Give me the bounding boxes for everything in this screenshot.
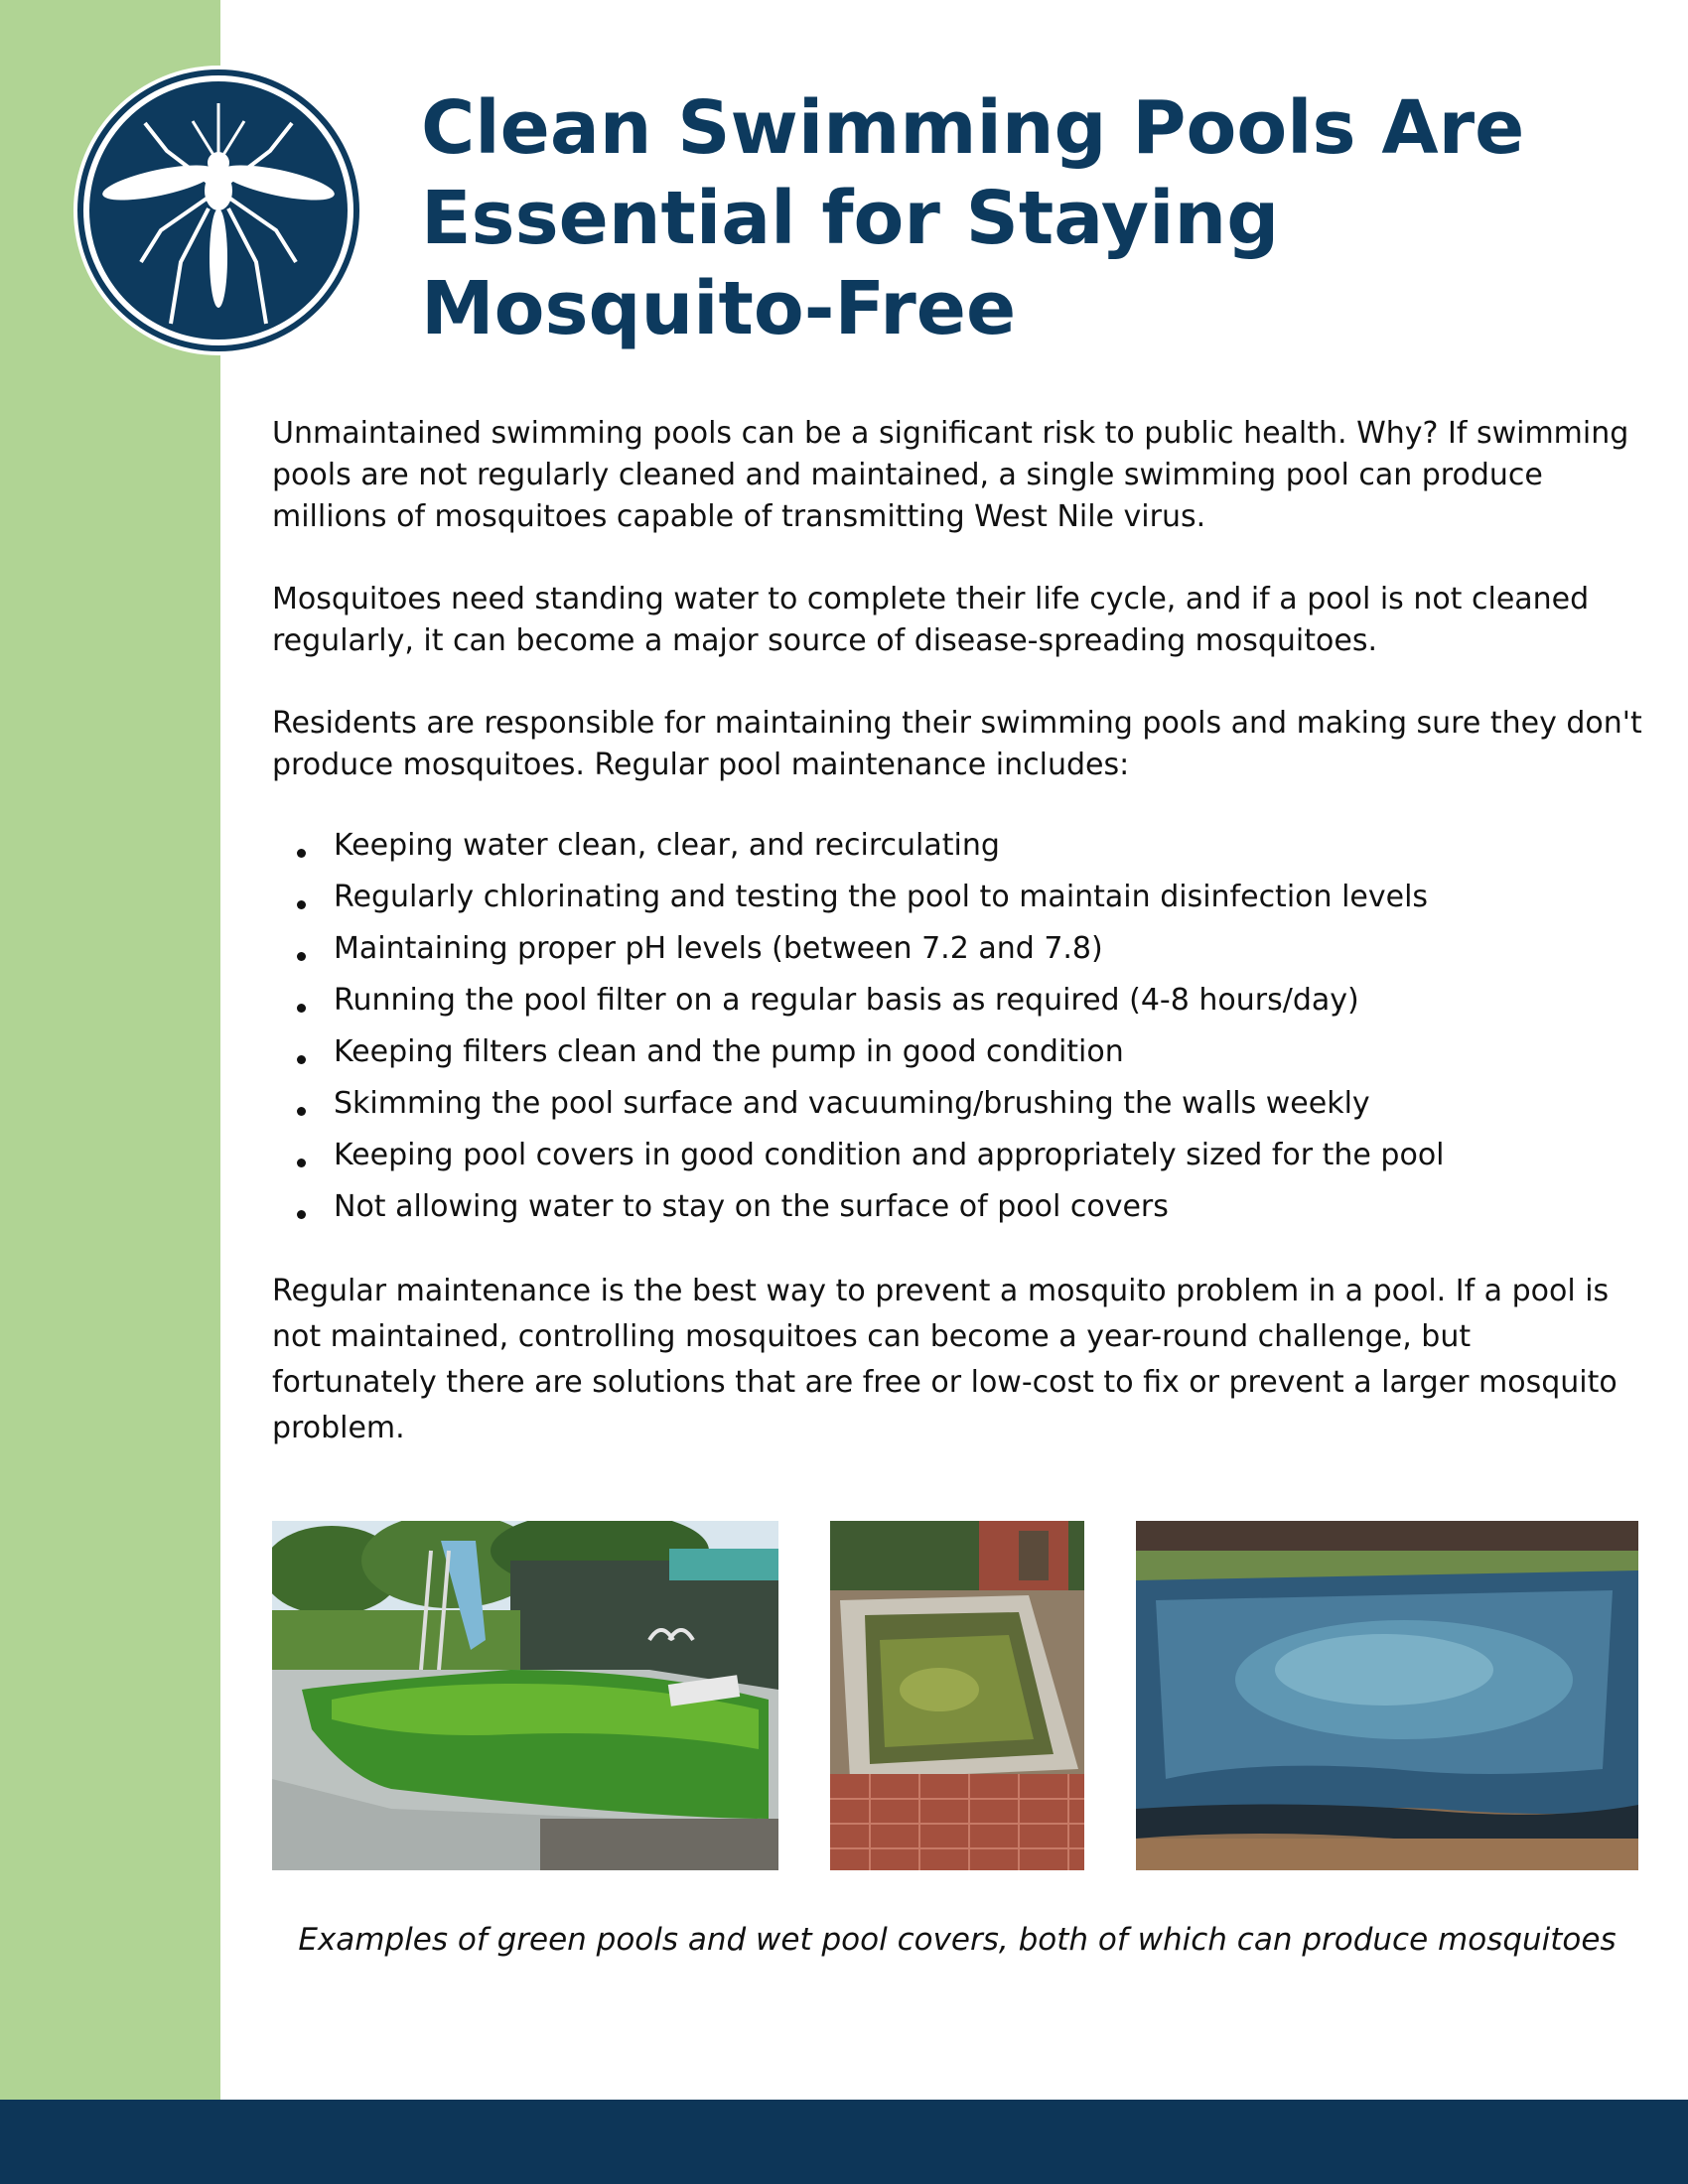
- list-item: Keeping filters clean and the pump in good condition: [272, 1026, 1642, 1078]
- list-item: Maintaining proper pH levels (between 7.2 and 7.8): [272, 923, 1642, 975]
- list-item: Skimming the pool surface and vacuuming/brushing the walls weekly: [272, 1078, 1642, 1130]
- pool-cover-photo: [1136, 1521, 1638, 1870]
- green-pool-photo: [272, 1521, 778, 1870]
- footer-bar: [0, 2100, 1688, 2184]
- responsibility-paragraph: Residents are responsible for maintaining their swimming pools and making sure they don't produce mosquitoes. Regular pool maintenance includes:: [272, 706, 1642, 782]
- intro-paragraph: Unmaintained swimming pools can be a significant risk to public health. Why? If swimming pools are not regularly cleaned and maintained, a single swimming pool can produce millions of mosquitoes capable of transmitting West Nile virus.: [272, 416, 1629, 534]
- list-item: Regularly chlorinating and testing the pool to maintain disinfection levels: [272, 872, 1642, 923]
- maintenance-list: [272, 820, 1642, 1233]
- dirty-pool-photo: [830, 1521, 1084, 1870]
- list-item: Keeping pool covers in good condition and appropriately sized for the pool: [272, 1130, 1642, 1181]
- life-cycle-paragraph: Mosquitoes need standing water to complete their life cycle, and if a pool is not cleaned regularly, it can become a major source of disease-spreading mosquitoes.: [272, 582, 1590, 658]
- photo-caption: Examples of green pools and wet pool covers, both of which can produce mosquitoes: [298, 1922, 1617, 1958]
- list-item: Not allowing water to stay on the surface of pool covers: [272, 1181, 1642, 1233]
- page-title: Clean Swimming Pools Are Essential for Staying Mosquito-Free: [421, 85, 1525, 351]
- article-body: [272, 413, 1642, 1451]
- list-item: Running the pool filter on a regular basis as required (4-8 hours/day): [272, 975, 1642, 1026]
- mosquito-logo-icon: [71, 64, 365, 357]
- conclusion-paragraph: Regular maintenance is the best way to prevent a mosquito problem in a pool. If a pool is not maintained, controlling mosquitoes can become a year-round challenge, but fortunately there are solutions that are free or low-cost to fix or prevent a larger mosquito problem.: [272, 1274, 1618, 1445]
- list-item: Keeping water clean, clear, and recirculating: [272, 820, 1642, 872]
